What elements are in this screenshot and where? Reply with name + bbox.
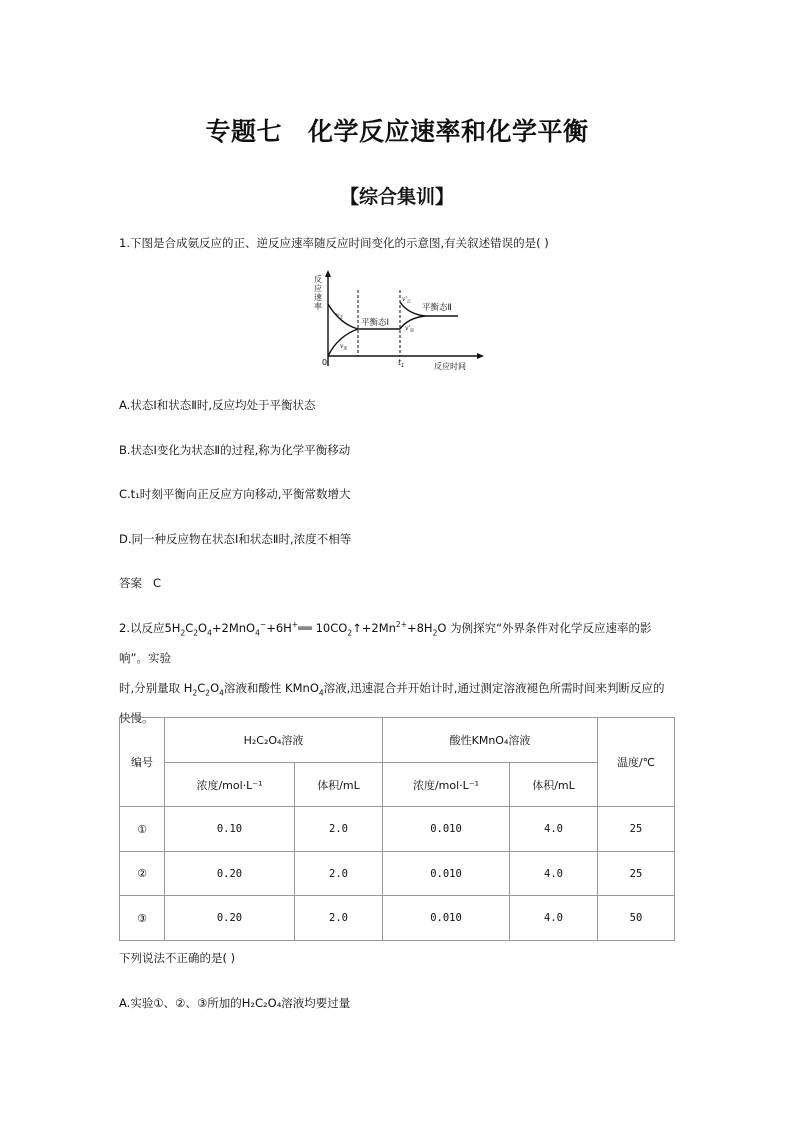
x-axis-arrow [477, 353, 484, 359]
header-conc: 浓度/mol·L⁻¹ [165, 763, 295, 807]
rate-time-graph [300, 268, 490, 376]
header-temp: 温度/℃ [598, 718, 675, 807]
table-row: ③ 0.20 2.0 0.010 4.0 50 [120, 896, 675, 941]
question-2-option-a: A.实验①、②、③所加的H₂C₂O₄溶液均要过量 [119, 996, 351, 1010]
table-row: ② 0.20 2.0 0.010 4.0 25 [120, 852, 675, 896]
y-axis-label: 速 [314, 293, 322, 302]
table-row: ① 0.10 2.0 0.010 4.0 25 [120, 807, 675, 852]
header-kmno4: 酸性KMnO₄溶液 [383, 718, 598, 763]
header-conc: 浓度/mol·L⁻¹ [383, 763, 510, 807]
t1-label: $t_1$ [398, 358, 405, 369]
y-axis-label: 反 [314, 275, 322, 284]
page-title: 专题七 化学反应速率和化学平衡 [205, 117, 589, 146]
section-subtitle: 【综合集训】 [339, 186, 454, 208]
origin-label: 0 [322, 358, 328, 367]
v-prime-reverse-label: $v'_逆$ [405, 325, 415, 333]
header-id: 编号 [120, 718, 165, 807]
option-d: D.同一种反应物在状态Ⅰ和状态Ⅱ时,浓度不相等 [119, 532, 352, 546]
header-h2c2o4: H₂C₂O₄溶液 [165, 718, 383, 763]
answer: 答案 C [119, 576, 161, 590]
header-vol: 体积/mL [510, 763, 598, 807]
v-forward-label: $v_正$ [336, 312, 344, 320]
x-axis-label: 反应时间 [434, 362, 466, 371]
question-2-stem: 2.以反应$5H_2C_2O_4+2MnO_4^-+6H^+══$ $10CO_2↑+2Mn^{2+}+8H_2O$ 为例探究“外界条件对化学反应速率的影响”。实验 时,分别量取 $H_2C_2O_4$溶液和酸性 KMnO$_4$溶液,迅速混合并开始计时,通过测定溶液褪色所需时间来判断反应的 快慢。 [119, 620, 665, 725]
state-2-label: 平衡态Ⅱ [422, 303, 452, 313]
y-axis-arrow [325, 270, 331, 277]
question-1-stem: 1.下图是合成氨反应的正、逆反应速率随反应时间变化的示意图,有关叙述错误的是( ) [119, 236, 549, 250]
question-2-prompt: 下列说法不正确的是( ) [119, 951, 236, 965]
option-b: B.状态Ⅰ变化为状态Ⅱ的过程,称为化学平衡移动 [119, 443, 351, 457]
header-vol: 体积/mL [295, 763, 383, 807]
experiment-table [119, 717, 675, 941]
y-axis-label: 应 [314, 284, 322, 293]
v-reverse-label: $v_逆$ [340, 343, 348, 351]
v-prime-forward-label: $v'_正$ [402, 296, 412, 304]
option-c: C.t₁时刻平衡向正反应方向移动,平衡常数增大 [119, 487, 351, 501]
option-a: A.状态Ⅰ和状态Ⅱ时,反应均处于平衡状态 [119, 398, 316, 412]
state-1-label: 平衡态Ⅰ [361, 318, 390, 328]
y-axis-label: 率 [314, 302, 322, 311]
